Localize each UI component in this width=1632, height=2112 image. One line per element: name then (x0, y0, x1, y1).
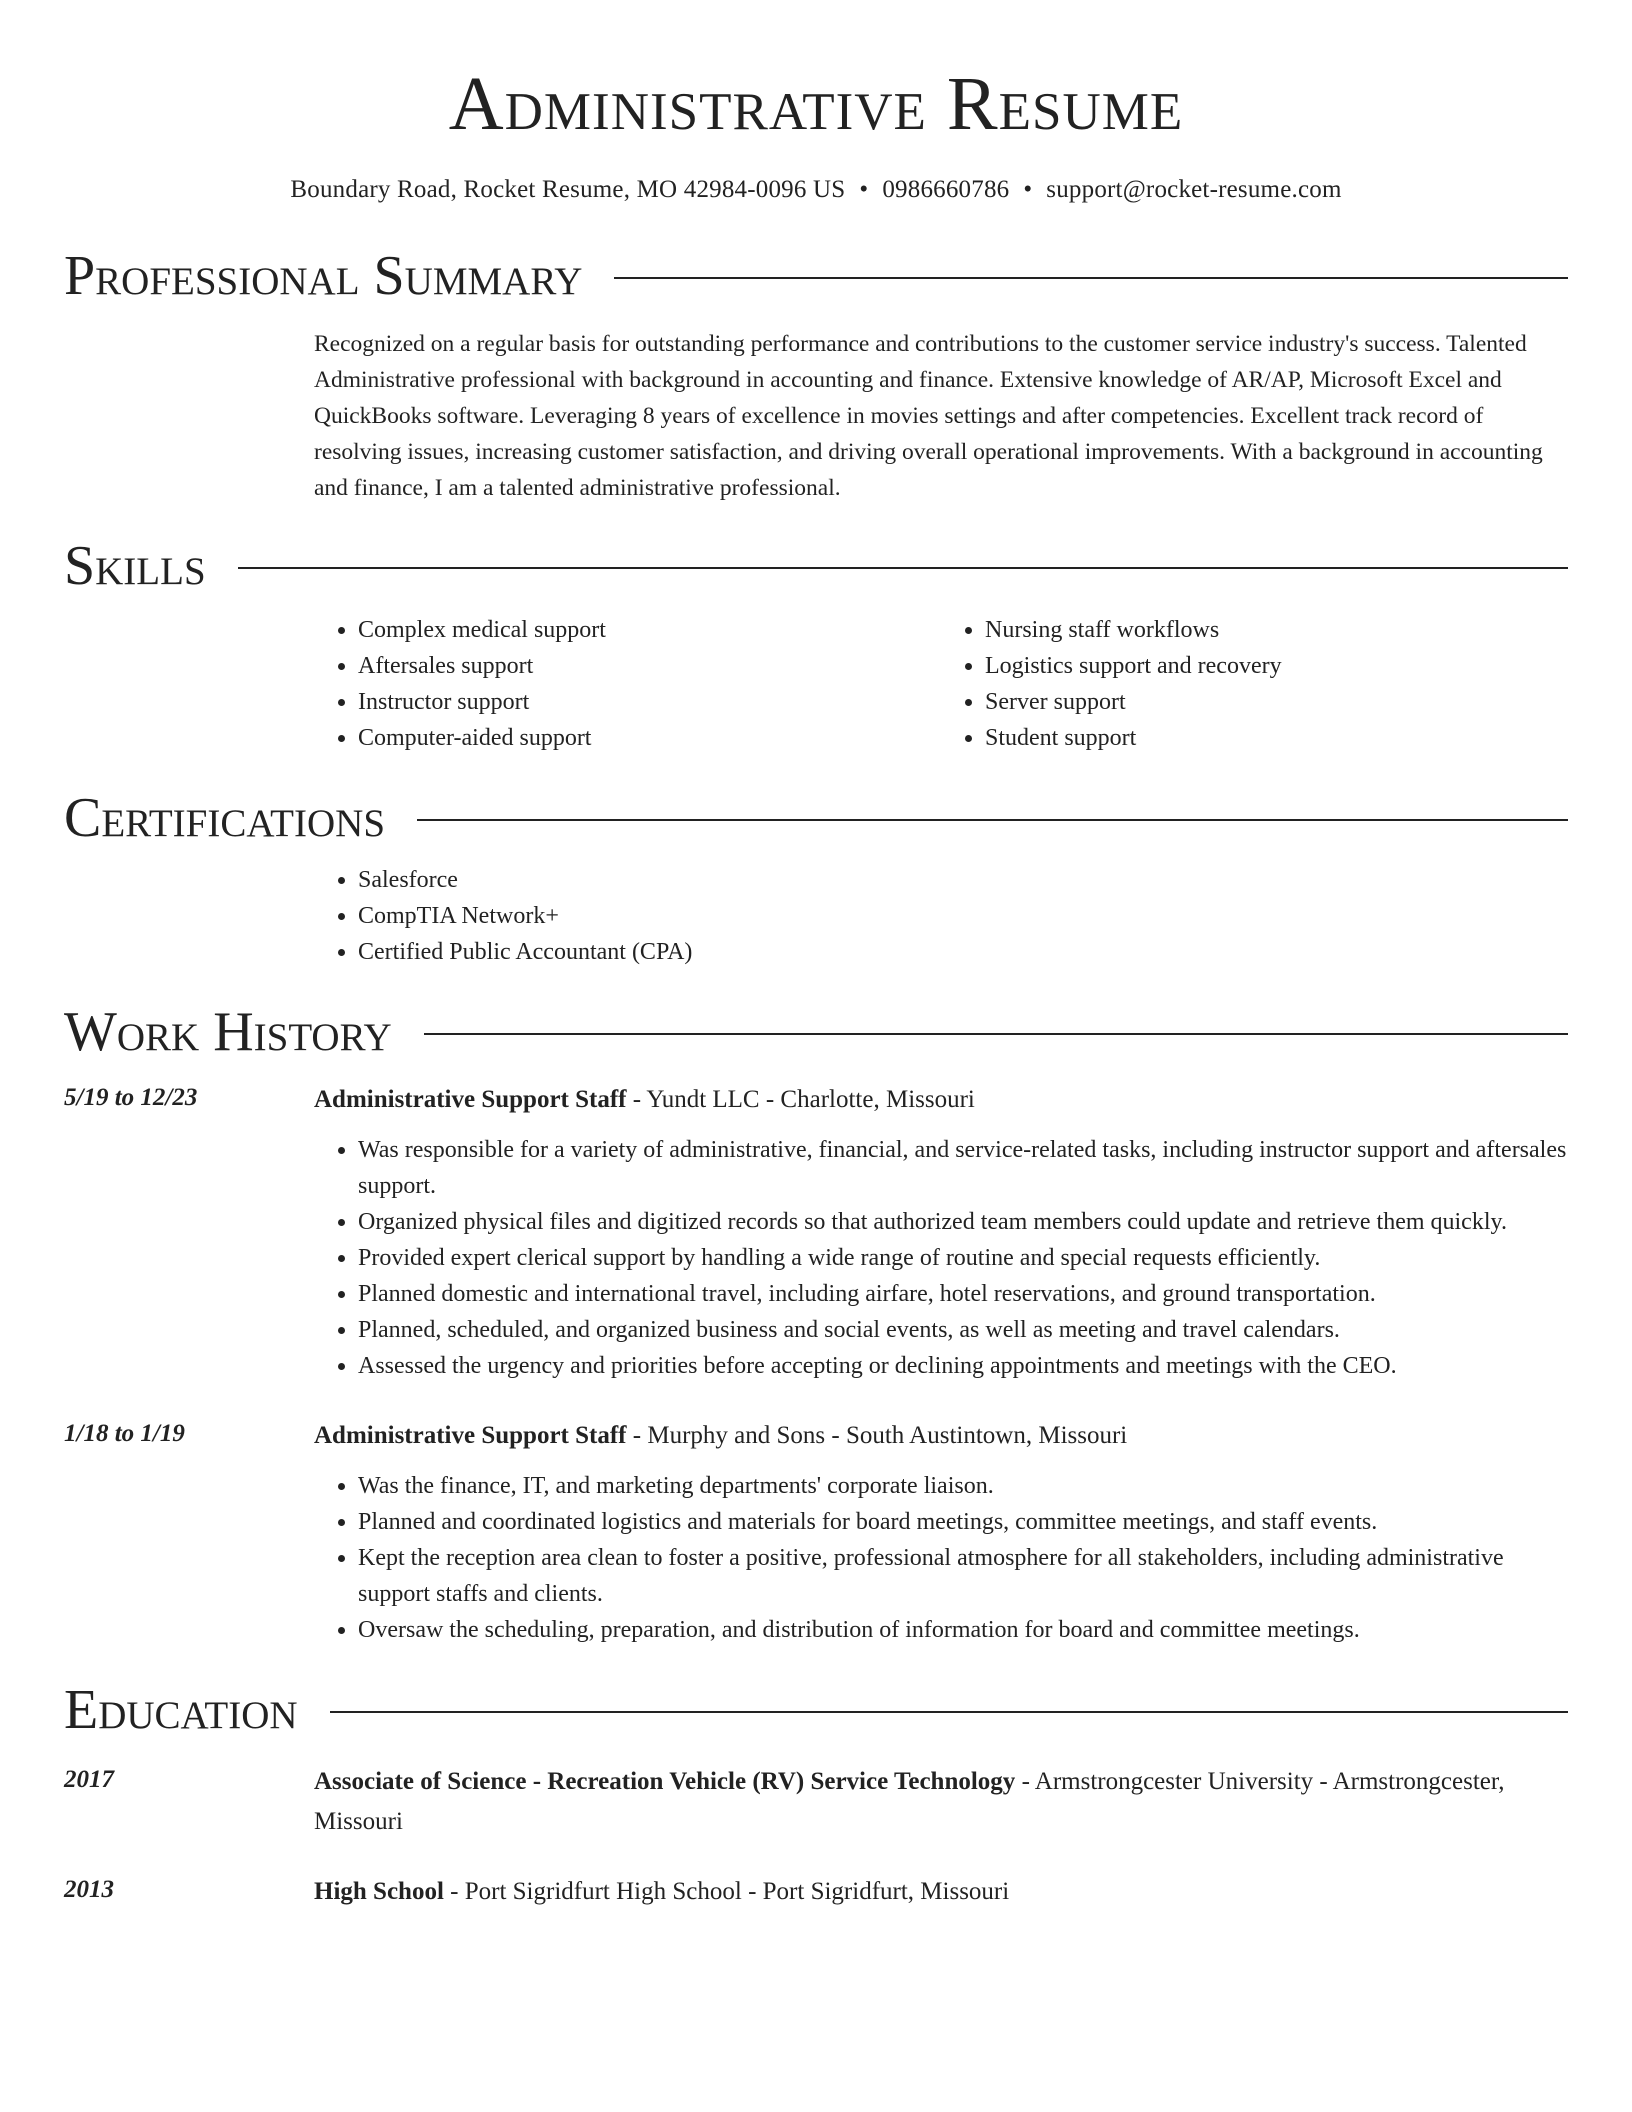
work-heading (314, 1416, 1568, 1456)
work-entry (64, 1080, 1568, 1384)
section-title: Education (64, 1679, 298, 1741)
list-item: • Instructor support (358, 684, 941, 720)
section-divider (614, 277, 1568, 279)
list-item: • Student support (985, 720, 1568, 756)
section-divider (424, 1033, 1568, 1035)
job-title: Administrative Support Staff (314, 1086, 627, 1113)
list-item: • Salesforce (358, 862, 1568, 898)
section-education (64, 1679, 1568, 1741)
contact-phone: 0986660786 (882, 176, 1010, 203)
section-title: Work History (64, 1001, 392, 1063)
list-item: • Computer-aided support (358, 720, 941, 756)
list-item: • Kept the reception area clean to foster a positive, professional atmosphere for all stakeholders, including administrative support staffs and clients. (358, 1540, 1568, 1612)
list-item: • Logistics support and recovery (985, 648, 1568, 684)
education-entry (64, 1872, 1568, 1912)
list-item: • Assessed the urgency and priorities before accepting or declining appointments and meetings with the CEO. (358, 1348, 1568, 1384)
section-professional-summary (64, 245, 1568, 307)
section-title: Professional Summary (64, 245, 583, 307)
list-item: • CompTIA Network+ (358, 898, 1568, 934)
education-heading (314, 1872, 1568, 1912)
list-item: • Was responsible for a variety of administrative, financial, and service-related tasks, including instructor support and aftersales support. (358, 1132, 1568, 1204)
employer-location: - Yundt LLC - Charlotte, Missouri (626, 1086, 975, 1113)
list-item: • Provided expert clerical support by handling a wide range of routine and special requests efficiently. (358, 1240, 1568, 1276)
summary-block (314, 326, 1568, 506)
resume-title: Administrative Resume (448, 62, 1184, 146)
section-title: Certifications (64, 787, 386, 849)
school-location: - Port Sigridfurt High School - Port Sigridfurt, Missouri (443, 1878, 1010, 1905)
degree: High School (314, 1878, 444, 1905)
contact-address: Boundary Road, Rocket Resume, MO 42984-0096 US (290, 176, 846, 203)
list-item: • Complex medical support (358, 612, 941, 648)
degree: Associate of Science - Recreation Vehicle (RV) Service Technology (314, 1768, 1016, 1795)
job-title: Administrative Support Staff (314, 1422, 627, 1449)
skills-column-right (941, 612, 1568, 756)
work-bullets (314, 1132, 1568, 1384)
employer-location: - Murphy and Sons - South Austintown, Missouri (626, 1422, 1128, 1449)
summary-text: Recognized on a regular basis for outstanding performance and contributions to the customer service industry's success. Talented Administrative professional with background in accounting and finance. Extensive knowledge of AR/AP, Microsoft Excel and QuickBooks software. Leveraging 8 years of excellence in movies settings and after competencies. Excellent track record of resolving issues, increasing customer satisfaction, and driving overall operational improvements. With a background in accounting and finance, I am a talented administrative professional. (314, 331, 1543, 501)
section-divider (238, 567, 1568, 569)
certifications-items (314, 862, 1568, 970)
skills-column-left (314, 612, 941, 756)
contact-line (64, 176, 1568, 204)
section-title: Skills (64, 535, 206, 597)
section-divider (330, 1711, 1568, 1713)
work-bullets (314, 1468, 1568, 1648)
list-item: • Oversaw the scheduling, preparation, and distribution of information for board and committee meetings. (358, 1612, 1568, 1648)
list-item: • Nursing staff workflows (985, 612, 1568, 648)
list-item: • Aftersales support (358, 648, 941, 684)
section-divider (417, 819, 1568, 821)
list-item: • Planned, scheduled, and organized business and social events, as well as meeting and travel calendars. (358, 1312, 1568, 1348)
work-entry (64, 1416, 1568, 1648)
section-skills (64, 535, 1568, 597)
education-heading (314, 1762, 1568, 1842)
skills-list (314, 612, 1568, 756)
list-item: • Was the finance, IT, and marketing departments' corporate liaison. (358, 1468, 1568, 1504)
certifications-list (314, 862, 1568, 970)
contact-separator: • (859, 176, 869, 203)
section-work-history (64, 1001, 1568, 1063)
work-entry-body (314, 1416, 1568, 1648)
work-entry-body (314, 1080, 1568, 1384)
list-item: • Planned and coordinated logistics and materials for board meetings, committee meetings, and staff events. (358, 1504, 1568, 1540)
school-location: - Armstrongcester University - Armstrongcester, Missouri (314, 1768, 1505, 1835)
education-year: 2017 (64, 1766, 114, 1793)
list-item: • Certified Public Accountant (CPA) (358, 934, 1568, 970)
work-heading (314, 1080, 1568, 1120)
list-item: • Planned domestic and international travel, including airfare, hotel reservations, and ground transportation. (358, 1276, 1568, 1312)
list-item: • Server support (985, 684, 1568, 720)
education-year: 2013 (64, 1876, 114, 1903)
work-dates: 1/18 to 1/19 (64, 1420, 185, 1447)
contact-separator: • (1023, 176, 1033, 203)
section-certifications (64, 787, 1568, 849)
education-entry (64, 1762, 1568, 1842)
work-dates: 5/19 to 12/23 (64, 1084, 198, 1111)
list-item: • Organized physical files and digitized records so that authorized team members could update and retrieve them quickly. (358, 1204, 1568, 1240)
contact-email[interactable]: support@rocket-resume.com (1046, 176, 1342, 203)
